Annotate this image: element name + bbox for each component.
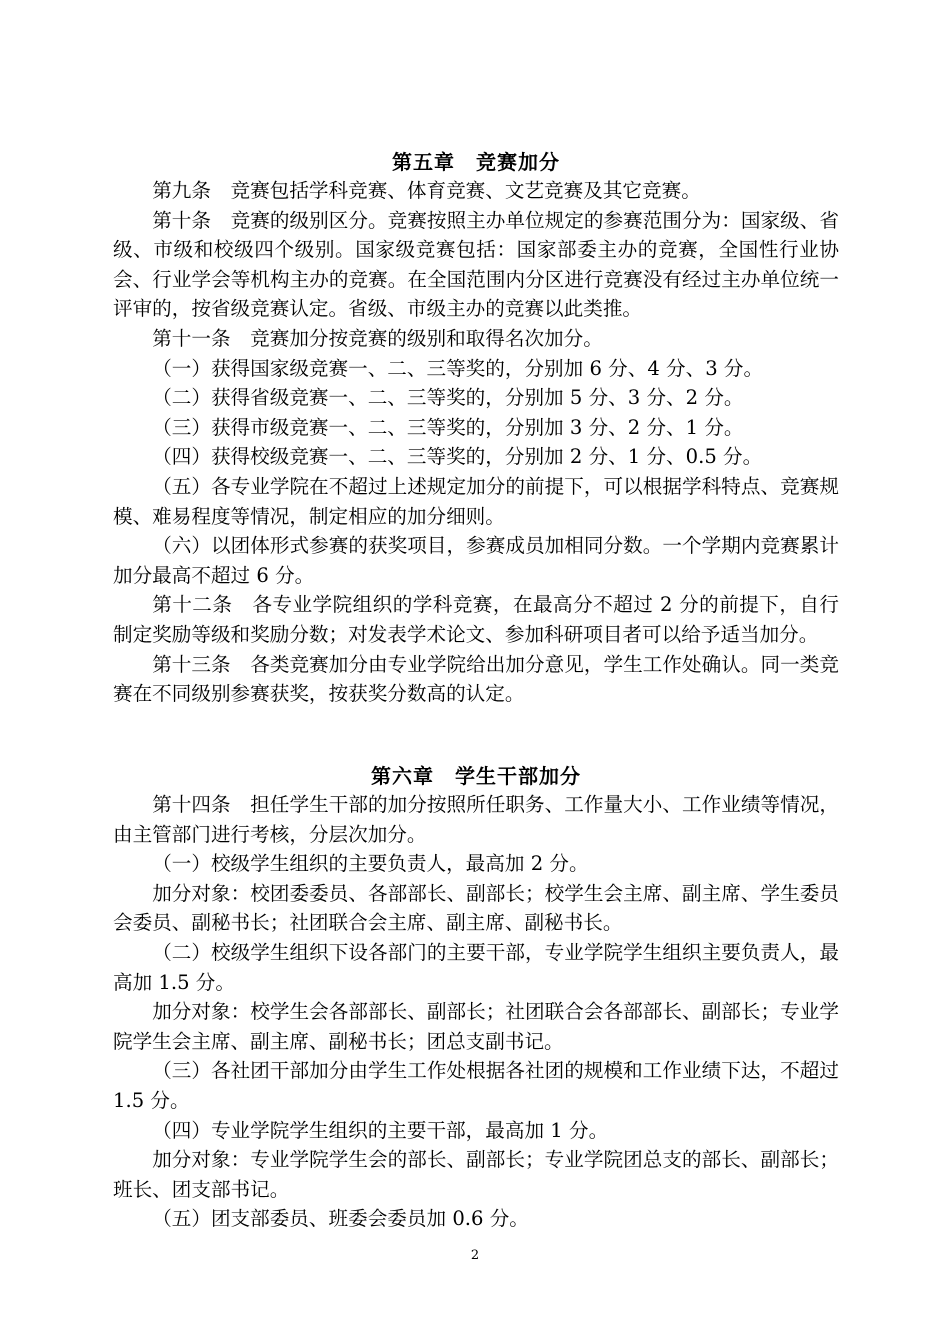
article-14-item-2: （二）校级学生组织下设各部门的主要干部，专业学院学生组织主要负责人，最高加 1.5 分。: [113, 940, 839, 994]
article-14-item-1: （一）校级学生组织的主要负责人，最高加 2 分。: [152, 852, 589, 876]
article-10: 第十条 竞赛的级别区分。竞赛按照主办单位规定的参赛范围分为：国家级、省级、市级和校级四个级别。国家级竞赛包括：国家部委主办的竞赛，全国性行业协会、行业学会等机构主办的竞赛。在全国范围内分区进行竞赛没有经过主办单位统一评审的，按省级竞赛认定。省级、市级主办的竞赛以此类推。: [113, 208, 839, 321]
article-11-item-6: （六）以团体形式参赛的获奖项目，参赛成员加相同分数。一个学期内竞赛累计加分最高不超过 6 分。: [113, 534, 839, 587]
chapter-6-heading: 第六章 学生干部加分: [371, 764, 581, 788]
page-number: 2: [470, 1248, 480, 1263]
article-14-item-5: （五）团支部委员、班委会委员加 0.6 分。: [152, 1207, 529, 1231]
article-13: 第十三条 各类竞赛加分由专业学院给出加分意见，学生工作处确认。同一类竞赛在不同级别参赛获奖，按获奖分数高的认定。: [113, 652, 839, 706]
chapter-6-section: [113, 762, 846, 1234]
article-11-item-1: （一）获得国家级竞赛一、二、三等奖的，分别加 6 分、4 分、3 分。: [152, 356, 764, 380]
article-11-item-3: （三）获得市级竞赛一、二、三等奖的，分别加 3 分、2 分、1 分。: [152, 415, 744, 439]
article-11: 第十一条 竞赛加分按竞赛的级别和取得名次加分。: [152, 326, 603, 350]
article-11-item-2: （二）获得省级竞赛一、二、三等奖的，分别加 5 分、3 分、2 分。: [152, 386, 744, 410]
article-14-item-4-targets: 加分对象：专业学院学生会的部长、副部长；专业学院团总支的部长、副部长；班长、团支部书记。: [113, 1148, 839, 1201]
article-14-item-1-targets: 加分对象：校团委委员、各部部长、副部长；校学生会主席、副主席、学生委员会委员、副秘书长；社团联合会主席、副主席、副秘书长。: [113, 881, 839, 935]
article-14-item-4: （四）专业学院学生组织的主要干部，最高加 1 分。: [152, 1118, 609, 1142]
article-11-item-5: （五）各专业学院在不超过上述规定加分的前提下，可以根据学科特点、竞赛规模、难易程度等情况，制定相应的加分细则。: [113, 474, 839, 528]
chapter-5-section: [113, 148, 839, 709]
article-12: 第十二条 各专业学院组织的学科竞赛，在最高分不超过 2 分的前提下，自行制定奖励等级和奖励分数；对发表学术论文、参加科研项目者可以给予适当加分。: [113, 593, 839, 646]
article-9: 第九条 竞赛包括学科竞赛、体育竞赛、文艺竞赛及其它竞赛。: [152, 179, 701, 202]
article-14-item-3: （三）各社团干部加分由学生工作处根据各社团的规模和工作业绩下达，不超过 1.5 分。: [113, 1059, 846, 1112]
chapter-5-heading: 第五章 竞赛加分: [392, 150, 560, 174]
article-14-item-2-targets: 加分对象：校学生会各部部长、副部长；社团联合会各部部长、副部长；专业学院学生会主席、副主席、副秘书长；团总支副书记。: [113, 1000, 839, 1053]
article-11-item-4: （四）获得校级竞赛一、二、三等奖的，分别加 2 分、1 分、0.5 分。: [152, 445, 763, 469]
article-14: 第十四条 担任学生干部的加分按照所任职务、工作量大小、工作业绩等情况，由主管部门进行考核，分层次加分。: [113, 793, 839, 846]
